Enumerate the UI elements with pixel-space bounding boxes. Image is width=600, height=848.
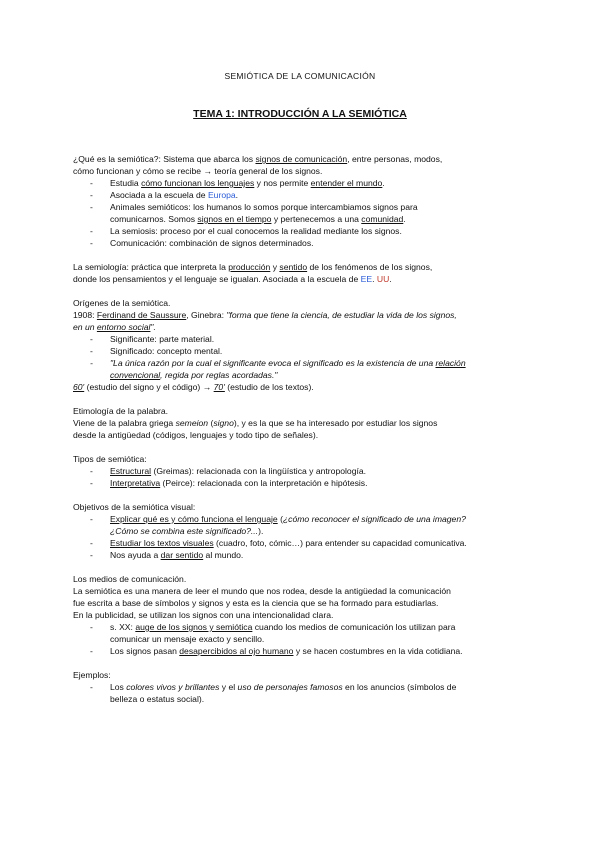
topic-heading: TEMA 1: INTRODUCCIÓN A LA SEMIÓTICA	[193, 108, 407, 120]
section-heading: Los medios de comunicación.	[73, 574, 187, 584]
list-item: - Significado: concepto mental.	[90, 346, 223, 356]
section-semiology	[73, 261, 533, 285]
list-item: - Animales semióticos: los humanos lo somos porque intercambiamos signos para comunicarnos. Somos signos en el tiempo y pertenecemos a una comunidad.	[90, 202, 418, 224]
list-item: - Interpretativa (Peirce): relacionada con la interpretación e hipótesis.	[90, 478, 368, 488]
list-item: - La semiosis: proceso por el cual conocemos la realidad mediante los signos.	[90, 226, 402, 236]
paragraph-line: donde los pensamientos y el lenguaje se igualan. Asociada a la escuela de EE. UU.	[73, 274, 392, 284]
section-visual-objectives	[73, 501, 533, 561]
section-heading: Orígenes de la semiótica.	[73, 298, 171, 308]
list-item: - Significante: parte material.	[90, 334, 215, 344]
paragraph-line: fue escrita a base de símbolos y signos y esta es la ciencia que se ha formado para estudiarlas.	[73, 598, 439, 608]
list-item: - Asociada a la escuela de Europa.	[90, 190, 239, 200]
paragraph-line: 60' (estudio del signo y el código) → 70' (estudio de los textos).	[73, 382, 314, 392]
section-what-is-semiotics	[73, 153, 533, 249]
section-etymology	[73, 405, 533, 441]
section-heading: Objetivos de la semiótica visual:	[73, 502, 196, 512]
paragraph-line: cómo funcionan y cómo se recibe → teoría general de los signos.	[73, 166, 323, 176]
list-item: - Nos ayuda a dar sentido al mundo.	[90, 550, 244, 560]
list-item: - Los signos pasan desapercibidos al ojo humano y se hacen costumbres en la vida cotidiana.	[90, 646, 463, 656]
section-heading: Ejemplos:	[73, 670, 111, 680]
section-heading: Etimología de la palabra.	[73, 406, 169, 416]
bullet-list	[73, 177, 533, 249]
list-item: - "La única razón por la cual el significante evoca el significado es la existencia de una relación convencional, regida por reglas acordadas."	[90, 358, 466, 380]
section-types	[73, 453, 533, 489]
section-origins	[73, 297, 533, 393]
document-body	[73, 153, 533, 705]
list-item: - Los colores vivos y brillantes y el uso de personajes famosos en los anuncios (símbolos de belleza o estatus social).	[90, 682, 457, 704]
section-examples	[73, 669, 533, 705]
list-item: - Explicar qué es y cómo funciona el lenguaje (¿cómo reconocer el significado de una imagen? ¿Cómo se combina este significado?...).	[90, 514, 466, 536]
paragraph-line: Viene de la palabra griega semeion (signo), y es la que se ha interesado por estudiar los signos	[73, 418, 438, 428]
section-media	[73, 573, 533, 657]
paragraph-line: en un entorno social".	[73, 322, 156, 332]
paragraph-line: En la publicidad, se utilizan los signos con una intencionalidad clara.	[73, 610, 334, 620]
list-item: - Estudiar los textos visuales (cuadro, foto, cómic…) para entender su capacidad comunicativa.	[90, 538, 467, 548]
bullet-list	[73, 513, 533, 561]
paragraph-line: desde la antigüedad (códigos, lenguajes y todo tipo de señales).	[73, 430, 319, 440]
list-item: - Comunicación: combinación de signos determinados.	[90, 238, 314, 248]
bullet-list	[73, 465, 533, 489]
paragraph-line: La semiótica es una manera de leer el mundo que nos rodea, desde la antigüedad la comunicación	[73, 586, 451, 596]
list-item: - Estructural (Greimas): relacionada con la lingüística y antropología.	[90, 466, 367, 476]
paragraph-line: 1908: Ferdinand de Saussure, Ginebra: "forma que tiene la ciencia, de estudiar la vida de los signos,	[73, 310, 457, 320]
list-item: - Estudia cómo funcionan los lenguajes y nos permite entender el mundo.	[90, 178, 385, 188]
paragraph-line: ¿Qué es la semiótica?: Sistema que abarca los signos de comunicación, entre personas, modos,	[73, 154, 443, 164]
section-heading: Tipos de semiótica:	[73, 454, 147, 464]
list-item: - s. XX: auge de los signos y semiótica cuando los medios de comunicación los utilizan para comunicar un mensaje exacto y sencillo.	[90, 622, 456, 644]
document-title: SEMIÓTICA DE LA COMUNICACIÓN	[224, 71, 376, 81]
bullet-list	[73, 681, 533, 705]
bullet-list	[73, 621, 533, 657]
bullet-list	[73, 333, 533, 381]
paragraph-line: La semiología: práctica que interpreta la producción y sentido de los fenómenos de los signos,	[73, 262, 433, 272]
